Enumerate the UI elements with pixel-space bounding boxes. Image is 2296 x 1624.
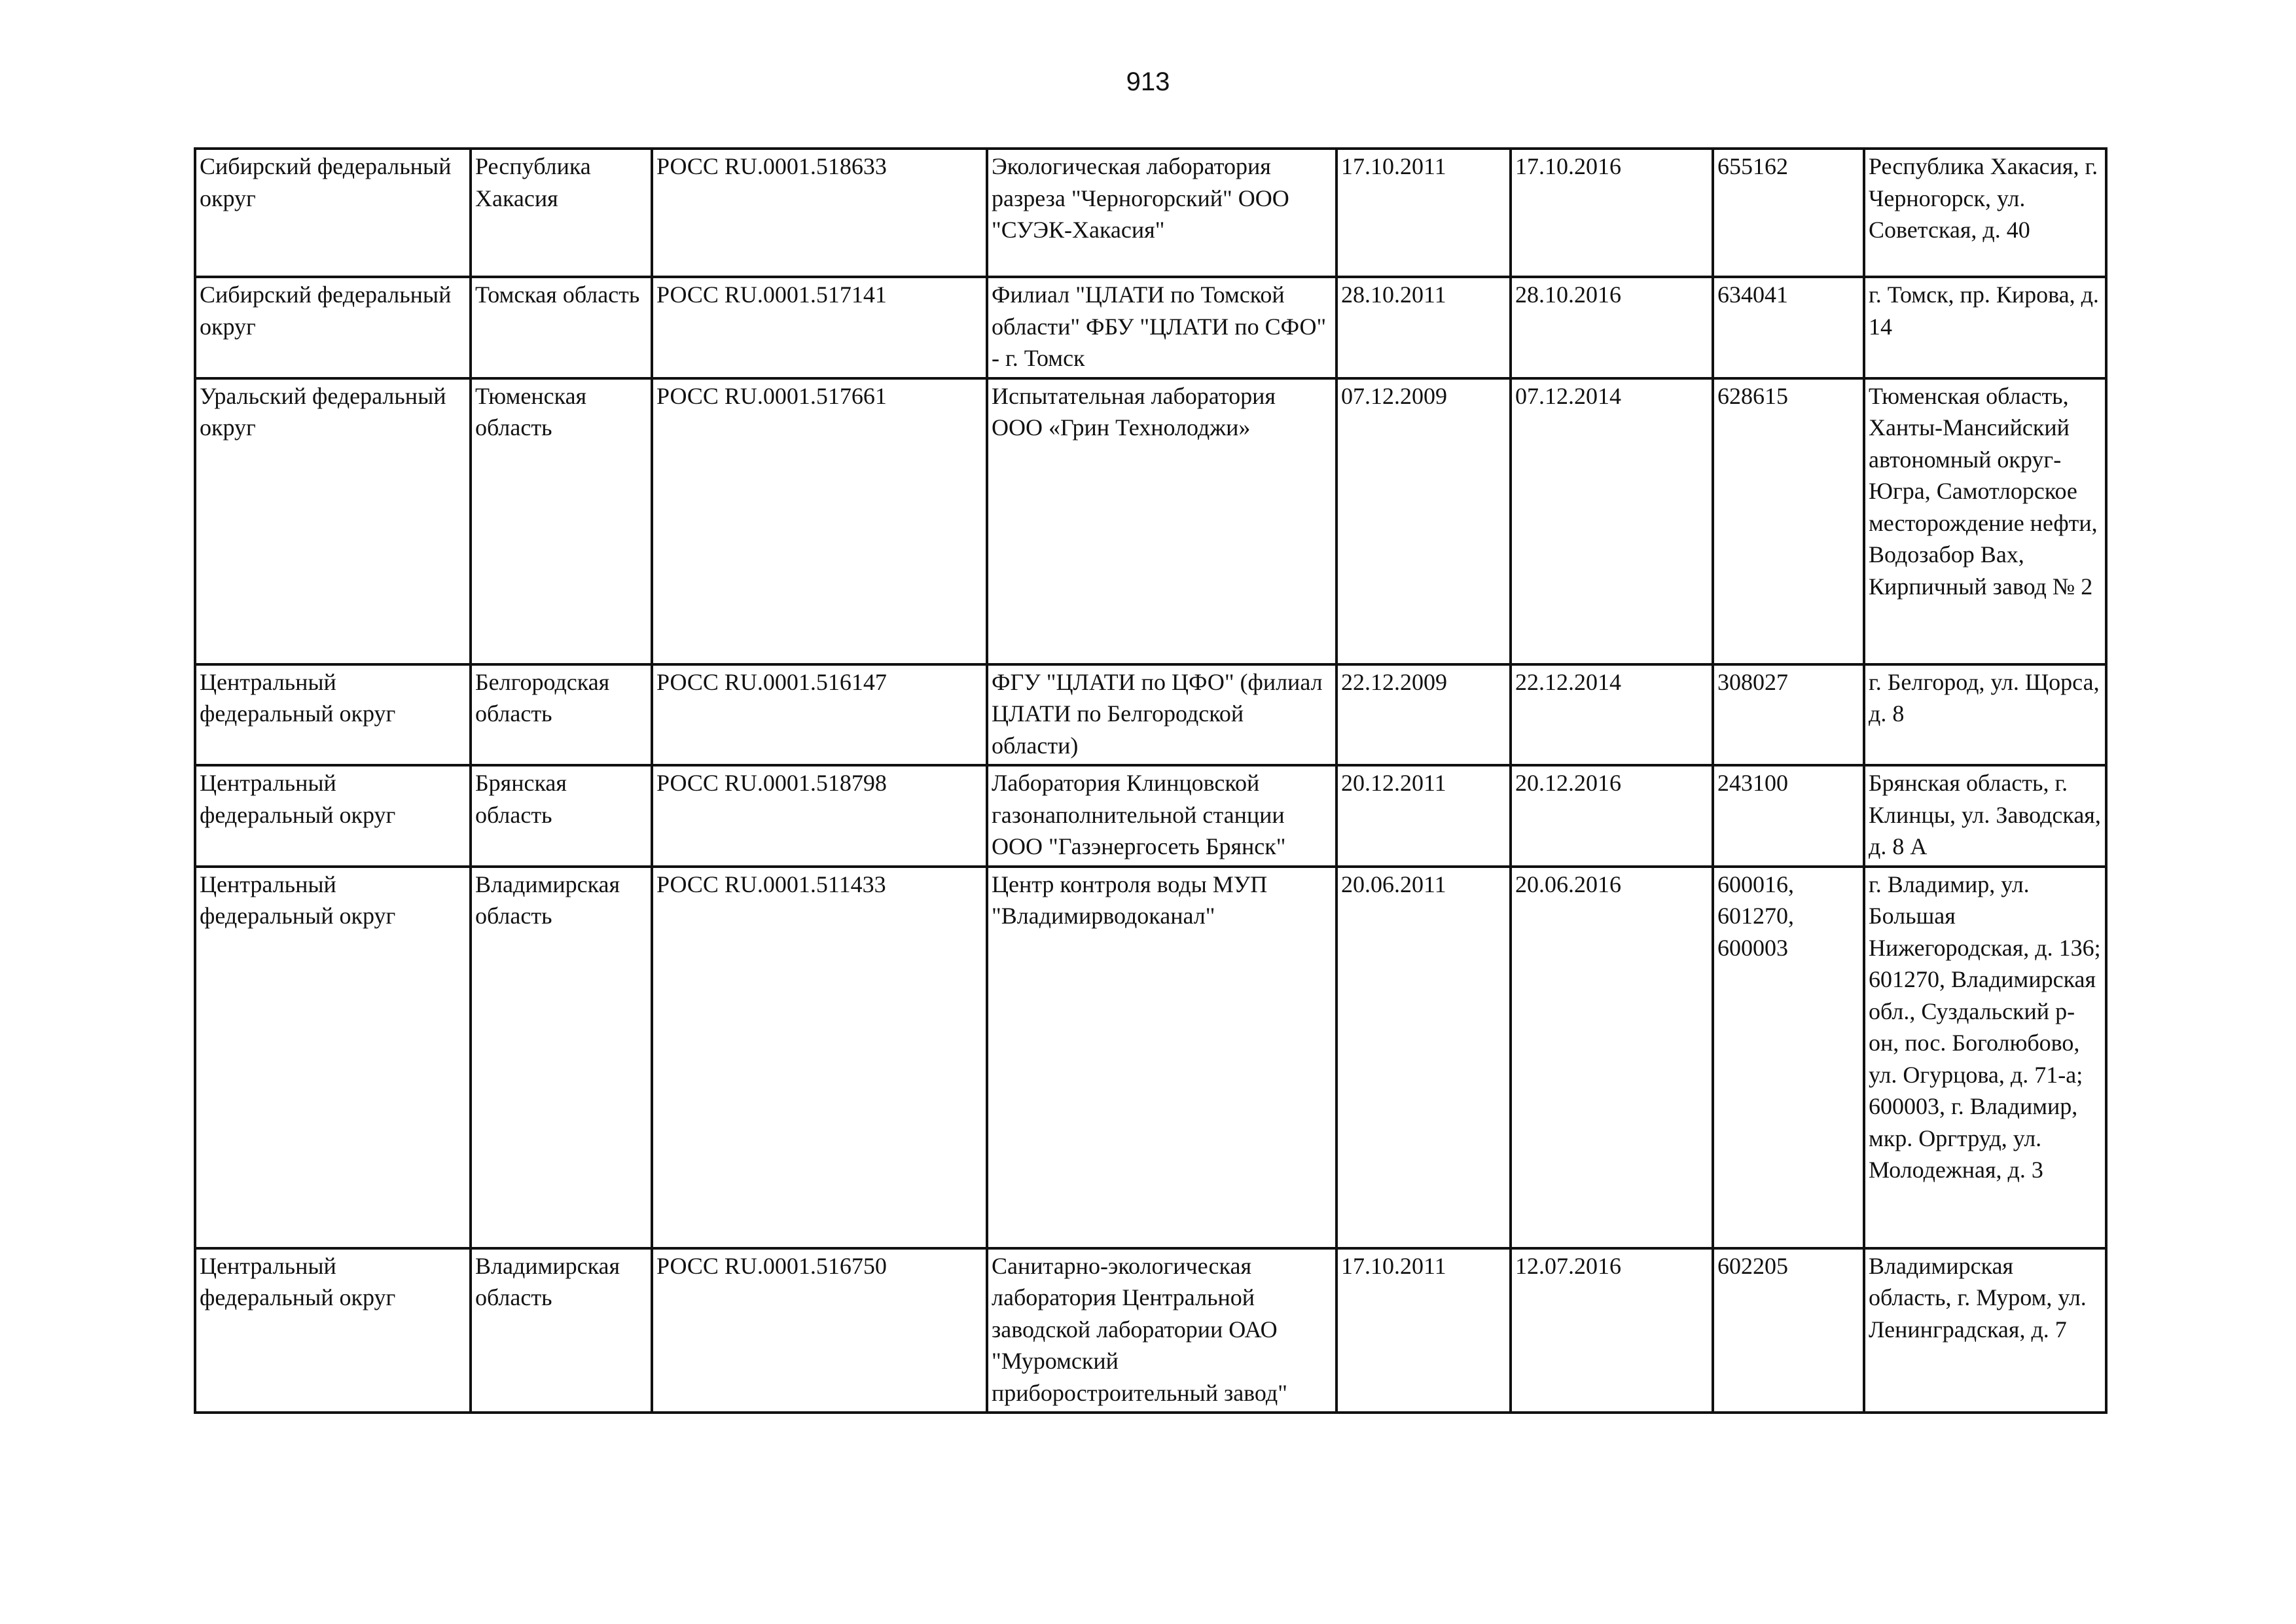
- cell-postal-index: 655162: [1713, 149, 1864, 277]
- cell-date-to: 20.12.2016: [1511, 765, 1713, 867]
- cell-region: Томская область: [471, 277, 652, 378]
- table-row: [195, 277, 2106, 378]
- cell-date-from: 20.06.2011: [1336, 867, 1511, 1248]
- cell-organization: Санитарно-экологическая лаборатория Центральной заводской лаборатории ОАО "Муромский приборостроительный завод": [987, 1248, 1336, 1413]
- cell-date-to: 28.10.2016: [1511, 277, 1713, 378]
- cell-organization: Испытательная лаборатория ООО «Грин Технолоджи»: [987, 378, 1336, 664]
- table-row: [195, 765, 2106, 867]
- cell-region: Брянская область: [471, 765, 652, 867]
- table-row: [195, 664, 2106, 766]
- cell-postal-index: 243100: [1713, 765, 1864, 867]
- registry-table: [194, 147, 2108, 1414]
- cell-region: Республика Хакасия: [471, 149, 652, 277]
- cell-district: Сибирский федеральный округ: [195, 277, 471, 378]
- cell-region: Владимирская область: [471, 1248, 652, 1413]
- cell-postal-index: 308027: [1713, 664, 1864, 766]
- cell-postal-index: 602205: [1713, 1248, 1864, 1413]
- cell-organization: Филиал "ЦЛАТИ по Томской области" ФБУ "ЦЛАТИ по СФО" - г. Томск: [987, 277, 1336, 378]
- cell-certificate: РОСС RU.0001.516750: [652, 1248, 987, 1413]
- cell-date-from: 17.10.2011: [1336, 1248, 1511, 1413]
- cell-district: Центральный федеральный округ: [195, 867, 471, 1248]
- cell-organization: Экологическая лаборатория разреза "Черногорский" ООО "СУЭК-Хакасия": [987, 149, 1336, 277]
- cell-certificate: РОСС RU.0001.518633: [652, 149, 987, 277]
- cell-address: Владимирская область, г. Муром, ул. Ленинградская, д. 7: [1864, 1248, 2106, 1413]
- cell-date-to: 17.10.2016: [1511, 149, 1713, 277]
- cell-postal-index: 628615: [1713, 378, 1864, 664]
- cell-date-from: 28.10.2011: [1336, 277, 1511, 378]
- cell-address: Брянская область, г. Клинцы, ул. Заводская, д. 8 А: [1864, 765, 2106, 867]
- cell-address: г. Томск, пр. Кирова, д. 14: [1864, 277, 2106, 378]
- cell-district: Уральский федеральный округ: [195, 378, 471, 664]
- cell-district: Сибирский федеральный округ: [195, 149, 471, 277]
- cell-district: Центральный федеральный округ: [195, 765, 471, 867]
- cell-address: г. Белгород, ул. Щорса, д. 8: [1864, 664, 2106, 766]
- cell-district: Центральный федеральный округ: [195, 664, 471, 766]
- table-row: [195, 149, 2106, 277]
- table-row: [195, 1248, 2106, 1413]
- cell-date-from: 17.10.2011: [1336, 149, 1511, 277]
- table-row: [195, 378, 2106, 664]
- cell-region: Тюменская область: [471, 378, 652, 664]
- cell-certificate: РОСС RU.0001.511433: [652, 867, 987, 1248]
- cell-organization: Центр контроля воды МУП "Владимирводоканал": [987, 867, 1336, 1248]
- cell-organization: Лаборатория Клинцовской газонаполнительной станции ООО "Газэнергосеть Брянск": [987, 765, 1336, 867]
- cell-date-to: 20.06.2016: [1511, 867, 1713, 1248]
- cell-address: Республика Хакасия, г. Черногорск, ул. Советская, д. 40: [1864, 149, 2106, 277]
- cell-postal-index: 600016, 601270, 600003: [1713, 867, 1864, 1248]
- cell-date-to: 12.07.2016: [1511, 1248, 1713, 1413]
- cell-date-to: 22.12.2014: [1511, 664, 1713, 766]
- cell-date-from: 20.12.2011: [1336, 765, 1511, 867]
- cell-date-to: 07.12.2014: [1511, 378, 1713, 664]
- cell-region: Белгородская область: [471, 664, 652, 766]
- cell-postal-index: 634041: [1713, 277, 1864, 378]
- cell-address: г. Владимир, ул. Большая Нижегородская, д. 136; 601270, Владимирская обл., Суздальский р-он, пос. Боголюбово, ул. Огурцова, д. 71-а; 600003, г. Владимир, мкр. Оргтруд, ул. Молодежная, д. 3: [1864, 867, 2106, 1248]
- cell-region: Владимирская область: [471, 867, 652, 1248]
- table-row: [195, 867, 2106, 1248]
- cell-date-from: 07.12.2009: [1336, 378, 1511, 664]
- cell-organization: ФГУ "ЦЛАТИ по ЦФО" (филиал ЦЛАТИ по Белгородской области): [987, 664, 1336, 766]
- cell-district: Центральный федеральный округ: [195, 1248, 471, 1413]
- cell-certificate: РОСС RU.0001.517141: [652, 277, 987, 378]
- cell-certificate: РОСС RU.0001.517661: [652, 378, 987, 664]
- page-number: 913: [1126, 67, 1170, 96]
- cell-address: Тюменская область, Ханты-Мансийский автономный округ-Югра, Самотлорское месторождение нефти, Водозабор Вах, Кирпичный завод № 2: [1864, 378, 2106, 664]
- cell-date-from: 22.12.2009: [1336, 664, 1511, 766]
- cell-certificate: РОСС RU.0001.518798: [652, 765, 987, 867]
- cell-certificate: РОСС RU.0001.516147: [652, 664, 987, 766]
